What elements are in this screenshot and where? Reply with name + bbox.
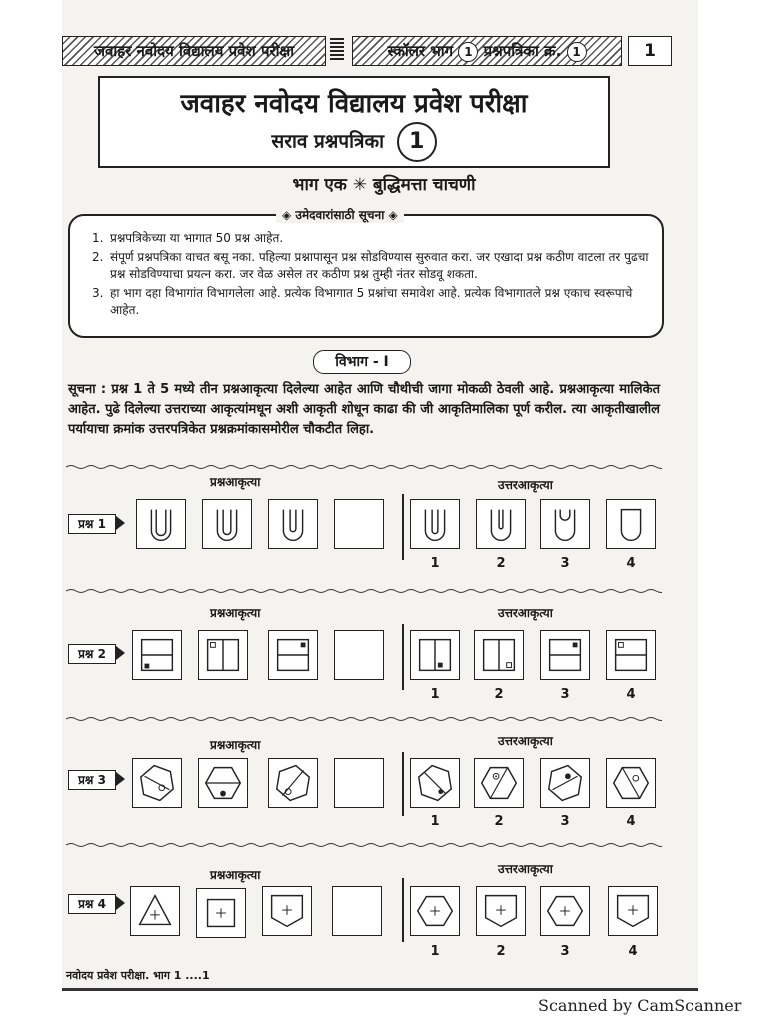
- header-right-banner: [352, 36, 622, 66]
- question-figure: [136, 499, 186, 549]
- instruction-item: [92, 230, 654, 247]
- option-number: 3: [560, 944, 570, 959]
- instruction-text: प्रश्नपत्रिकेच्या या भागात 50 प्रश्न आहेत.: [110, 231, 284, 245]
- answer-figure: [606, 758, 656, 808]
- instruction-num: 2.: [92, 250, 104, 264]
- figure-divider: [402, 624, 404, 690]
- instruction-num: 1.: [92, 231, 104, 245]
- option-number: 1: [430, 944, 440, 959]
- option-number: 1: [430, 556, 440, 571]
- arrow-icon: [116, 516, 125, 530]
- section-note: सूचना : प्रश्न 1 ते 5 मध्ये तीन प्रश्नआकृत्या दिलेल्या आहेत आणि चौथीची जागा मोकळी ठेवली आहे. प्रश्नआकृत्या मालिकेत आहेत. पुढे दिलेल्या उत्तराच्या आकृत्यांमधून अशी आकृती शोधून काढा की जी आकृतिमालिका पूर्ण करील. त्या आकृतीखालील पर्यायाचा क्रमांक उत्तरपत्रिकेत प्रश्नक्रमांकासमोरील चौकटीत लिहा.: [68, 382, 660, 437]
- instructions-title: ◈ उमेदवारांसाठी सूचना ◈: [276, 206, 404, 223]
- question-figures-heading: प्रश्नआकृत्या: [210, 475, 261, 489]
- instruction-item: [92, 285, 654, 319]
- header-right-banner-text: [387, 41, 586, 62]
- option-number: 3: [560, 556, 570, 571]
- page-bottom-edge: [62, 988, 698, 991]
- arrow-icon: [116, 772, 125, 786]
- blank-figure: [332, 886, 382, 936]
- subtitle-text: सराव प्रश्नपत्रिका: [271, 130, 385, 153]
- page-subtitle: [100, 122, 608, 162]
- option-number: 3: [560, 687, 570, 702]
- question-figures-heading: प्रश्नआकृत्या: [210, 868, 261, 882]
- answer-figure: [608, 886, 658, 936]
- title-box: [98, 76, 610, 168]
- question-figure: [198, 758, 248, 808]
- question-label: प्रश्न 2: [68, 644, 116, 664]
- question-figure: [196, 888, 246, 938]
- header-bars-decoration: [330, 38, 344, 62]
- instructions-box: [68, 208, 664, 338]
- arrow-icon: [116, 896, 125, 910]
- page-number: 1: [628, 36, 672, 66]
- answer-figures-heading: उत्तरआकृत्या: [498, 606, 553, 620]
- question-figure: [132, 630, 182, 680]
- option-number: 3: [560, 814, 570, 829]
- option-number: 2: [494, 814, 504, 829]
- option-number: 1: [430, 814, 440, 829]
- instruction-num: 3.: [92, 286, 104, 300]
- banner-prefix: स्कॉलर भाग: [387, 41, 454, 60]
- blank-figure: [334, 499, 384, 549]
- blank-figure: [334, 758, 384, 808]
- answer-figure: [410, 499, 460, 549]
- option-number: 2: [494, 687, 504, 702]
- answer-figure: [606, 499, 656, 549]
- question-figure: [268, 499, 318, 549]
- answer-figure: [476, 499, 526, 549]
- header-left-banner-text: जवाहर नवोदय विद्यालय प्रवेश परीक्षा: [93, 42, 295, 60]
- answer-figure: [540, 499, 590, 549]
- wavy-divider: [66, 716, 662, 722]
- page-title: जवाहर नवोदय विद्यालय प्रवेश परीक्षा: [180, 89, 528, 119]
- answer-figure: [410, 630, 460, 680]
- banner-part-circle: 1: [458, 42, 478, 62]
- answer-figure: [474, 758, 524, 808]
- option-number: 2: [496, 556, 506, 571]
- arrow-icon: [116, 646, 125, 660]
- question-label: प्रश्न 1: [68, 514, 116, 534]
- header-strip: [62, 36, 698, 68]
- question-figures-heading: प्रश्नआकृत्या: [210, 738, 261, 752]
- section-heading: भाग एक ✳ बुद्धिमत्ता चाचणी: [292, 175, 476, 195]
- question-figure: [268, 758, 318, 808]
- answer-figure: [540, 758, 590, 808]
- option-number: 4: [626, 556, 636, 571]
- subtitle-number-circle: 1: [397, 122, 437, 162]
- option-number: 1: [430, 687, 440, 702]
- question-label: प्रश्न 3: [68, 770, 116, 790]
- option-number: 4: [626, 814, 636, 829]
- question-figure: [198, 630, 248, 680]
- question-figure: [202, 499, 252, 549]
- question-figure: [130, 886, 180, 936]
- answer-figure: [606, 630, 656, 680]
- option-number: 4: [626, 687, 636, 702]
- header-left-banner: [62, 36, 326, 66]
- instruction-item: [92, 249, 654, 283]
- banner-middle: प्रश्नपत्रिका क्र.: [483, 41, 562, 60]
- instruction-text: संपूर्ण प्रश्नपत्रिका वाचत बसू नका. पहिल्या प्रश्नापासून प्रश्न सोडविण्यास सुरुवात करा. जर एखादा प्रश्न कठीण वाटला तर पुढचा प्रश्न सोडविण्याचा प्रयत्न करा. जर वेळ असेल तर कठीण प्रश्न तुम्ही नंतर सोडवू शकता.: [110, 250, 649, 281]
- wavy-divider: [66, 842, 662, 848]
- answer-figure: [474, 630, 524, 680]
- answer-figure: [410, 886, 460, 936]
- instructions-list: [92, 230, 654, 321]
- instruction-text: हा भाग दहा विभागांत विभागलेला आहे. प्रत्येक विभागात 5 प्रश्नांचा समावेश आहे. प्रत्येक विभागातले प्रश्न एकाच स्वरूपाचे आहेत.: [110, 286, 633, 317]
- figure-divider: [402, 878, 404, 942]
- wavy-divider: [66, 588, 662, 594]
- option-number: 4: [628, 944, 638, 959]
- answer-figure: [410, 758, 460, 808]
- wavy-divider: [66, 464, 662, 470]
- answer-figures-heading: उत्तरआकृत्या: [498, 734, 553, 748]
- vibhag-label: विभाग - I: [313, 350, 411, 374]
- question-figure: [262, 886, 312, 936]
- question-figure: [268, 630, 318, 680]
- blank-figure: [334, 630, 384, 680]
- figure-divider: [402, 494, 404, 560]
- question-label: प्रश्न 4: [68, 894, 116, 914]
- answer-figures-heading: उत्तरआकृत्या: [498, 862, 553, 876]
- scanner-watermark: Scanned by CamScanner: [538, 996, 742, 1015]
- answer-figure: [540, 630, 590, 680]
- figure-divider: [402, 752, 404, 816]
- question-figures-heading: प्रश्नआकृत्या: [210, 606, 261, 620]
- answer-figures-heading: उत्तरआकृत्या: [498, 478, 553, 492]
- option-number: 2: [496, 944, 506, 959]
- answer-figure: [540, 886, 590, 936]
- answer-figure: [476, 886, 526, 936]
- question-figure: [132, 758, 182, 808]
- banner-num-circle: 1: [567, 42, 587, 62]
- footer-text: नवोदय प्रवेश परीक्षा. भाग 1 ....1: [66, 969, 210, 982]
